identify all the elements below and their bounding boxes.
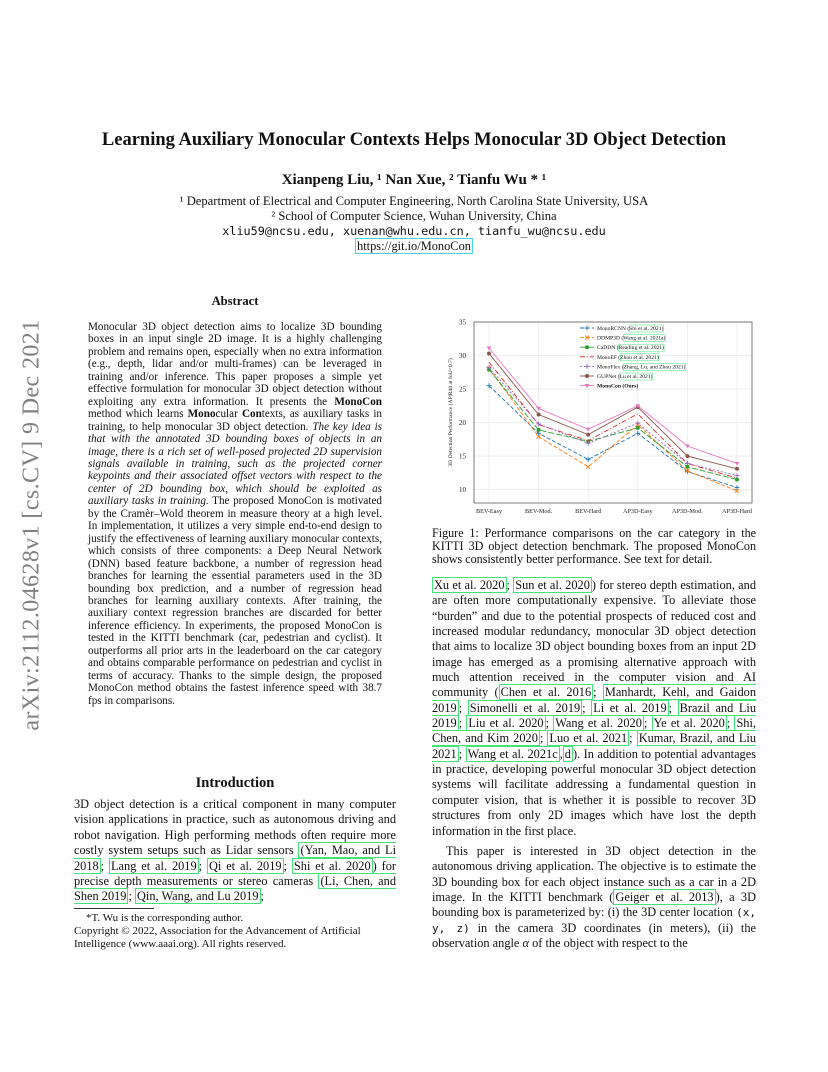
citation-link[interactable]: Qin, Wang, and Lu 2019 bbox=[136, 889, 259, 904]
math-alpha: α bbox=[522, 935, 529, 950]
project-link[interactable]: https://git.io/MonoCon bbox=[357, 239, 471, 253]
chart-legend-marker bbox=[585, 345, 589, 349]
abstract-text-4: texts, as auxiliary tasks in training, to help monocular 3D object detection. bbox=[88, 408, 382, 433]
chart-legend-marker bbox=[585, 374, 589, 378]
citation-link[interactable]: Sun et al. 2020 bbox=[515, 578, 590, 592]
introduction-heading: Introduction bbox=[195, 775, 275, 791]
abstract-text-3: cular bbox=[215, 408, 242, 421]
chart-legend-entry: MonoFlex (Zhang, Lu, and Zhou 2021) bbox=[597, 364, 686, 371]
arxiv-stamp-text: arXiv:2112.04628v1 [cs.CV] 9 Dec 2021 bbox=[18, 319, 45, 731]
chart-x-tick-label: AP3D-Easy bbox=[623, 508, 653, 515]
abstract-mono-bold: Mono bbox=[187, 408, 216, 421]
chart-y-tick-label: 35 bbox=[459, 318, 466, 327]
performance-chart-svg bbox=[430, 316, 760, 526]
chart-legend-marker bbox=[585, 364, 590, 369]
abstract-key-idea: The key idea is that with the annotated 3D bounding boxes of objects in an image, there is a rich set of well-posed projected 2D supervision signals available in training, such as the projected corner keypoints and their associated offset vectors with respect to the center of 2D bounding box, which should be exploited as auxiliary tasks in training. bbox=[88, 420, 383, 508]
author-emails: xliu59@ncsu.edu, xuenan@whu.edu.cn, tianfu_wu@ncsu.edu bbox=[222, 224, 606, 238]
footnote bbox=[74, 912, 396, 950]
math-center-coords: (x, y, z) bbox=[432, 906, 756, 935]
abstract-text-1: Monocular 3D object detection aims to localize 3D bounding boxes in an input single 2D image. It is a highly challenging problem and remains open, especially when no extra information (e.g., depth, lidar and/or multi-frames) can be leveraged in training and/or inference. This paper proposes a simple yet effective formulation for monocular 3D object detection without exploiting any extra information. It presents the bbox=[88, 321, 382, 408]
abstract-body bbox=[88, 321, 382, 707]
citation-link[interactable]: Wang et al. 2021c bbox=[467, 746, 558, 761]
chart-y-tick-label: 20 bbox=[459, 419, 466, 428]
chart-y-tick-label: 25 bbox=[459, 385, 466, 394]
chart-y-tick-label: 30 bbox=[459, 352, 466, 361]
citation-link[interactable]: Ye et al. 2020 bbox=[653, 716, 725, 731]
citation-link[interactable]: Brazil and Liu 2019 bbox=[432, 700, 757, 731]
abstract-heading: Abstract bbox=[211, 294, 259, 308]
chart-data-point bbox=[487, 352, 491, 356]
chart-data-point bbox=[586, 428, 591, 432]
right-text-3: This paper is interested in 3D object detection in the autonomous driving application. The objective is to estimate the 3D bounding box for each object instance such as a car in a 2D image. In the KITTI benchmark ( bbox=[432, 843, 756, 904]
abstract-monocon-bold: MonoCon bbox=[334, 395, 382, 408]
citation-link[interactable]: Kumar, Brazil, and Liu 2021 bbox=[432, 731, 757, 761]
copyright-notice: Copyright © 2022, Association for the Advancement of Artificial Intelligence (www.aaai.org). All rights reserved. bbox=[74, 924, 361, 950]
chart-data-point bbox=[735, 462, 740, 466]
chart-legend-citation[interactable]: (Lu et al. 2021) bbox=[617, 374, 653, 380]
chart-legend-entry: MonoEF (Zhou et al. 2021) bbox=[597, 354, 659, 361]
chart-y-tick-label: 10 bbox=[459, 486, 466, 495]
introduction-body: 3D object detection is a critical component in many computer vision applications in practice, such as autonomous driving and robot navigation. High performing methods often require more costly system setups such as Lidar sensors (Yan, Mao, and Li 2018 ; Lang et al. 2019 ; Qi et al. 2019 ; Shi et al. 2020 ) for precise depth measurements or stereo cameras (Li, Chen, and Shen 2019 ; Qin, Wang, and Lu 2019 ; bbox=[74, 797, 397, 904]
chart-data-point bbox=[735, 473, 740, 478]
chart-legend-entry: GUPNet (Lu et al. 2021) bbox=[597, 374, 653, 380]
author-list: Xianpeng Liu, ¹ Nan Xue, ² Tianfu Wu * ¹ bbox=[281, 172, 547, 188]
citation-link[interactable]: Manhardt, Kehl, and Gaidon 2019 bbox=[432, 685, 757, 715]
chart-y-axis-label: 3D Detection Performance (AP|R40 at IoU=0.7) bbox=[448, 358, 454, 467]
citation-link[interactable]: Shi et al. 2020 bbox=[293, 858, 371, 873]
footnote-divider bbox=[74, 908, 154, 909]
citation-link[interactable]: Simonelli et al. 2019 bbox=[469, 700, 581, 715]
chart-data-point bbox=[735, 467, 739, 471]
chart-x-tick-label: BEV-Hard bbox=[575, 508, 602, 515]
right-text-6: of the object with respect to the bbox=[528, 935, 688, 950]
arxiv-stamp bbox=[12, 290, 52, 760]
chart-legend-entry: DDMP3D (Wang et al. 2021a) bbox=[597, 335, 666, 342]
chart-x-tick-label: AP3D-Hard bbox=[722, 508, 752, 515]
chart-legend-entry: MonoRCNN (Shi et al. 2021) bbox=[597, 326, 664, 332]
chart-legend-citation[interactable]: (Zhou et al. 2021) bbox=[618, 354, 659, 361]
chart-legend-citation[interactable]: (Shi et al. 2021) bbox=[627, 326, 664, 332]
performance-chart bbox=[430, 316, 760, 526]
chart-legend-citation[interactable]: (Wang et al. 2021a) bbox=[621, 335, 666, 342]
citation-link[interactable]: (Li, Chen, and Shen 2019 bbox=[74, 874, 396, 904]
intro-text-1: 3D object detection is a critical component in many computer vision applications in practice, such as autonomous driving and robot navigation. High performing methods often require more costly system setups such as Lidar sensors bbox=[74, 797, 396, 858]
chart-series-line bbox=[489, 354, 737, 469]
chart-legend-citation[interactable]: (Zhang, Lu, and Zhou 2021) bbox=[621, 364, 686, 371]
citation-link[interactable]: Lang et al. 2019 bbox=[111, 858, 197, 873]
affiliation-ncsu: ¹ Department of Electrical and Computer Engineering, North Carolina State University, USA bbox=[179, 194, 649, 208]
citation-link[interactable]: Liu et al. 2020 bbox=[468, 716, 544, 731]
chart-data-point bbox=[586, 457, 591, 462]
chart-data-point bbox=[685, 454, 689, 458]
abstract-con-bold: Con bbox=[241, 408, 262, 421]
abstract-text-5: The proposed MonoCon is motivated by the Cramèr–Wold theorem in measure theory at a high level. In implementation, it utilizes a very simple end-to-end design to justify the effectiveness of learning auxiliary monocular contexts, which consists of three components: a Deep Neural Network (DNN) based feature backbone, a number of regression head branches for learning the essential parameters used in the 3D bounding box prediction, and a number of regression head branches for learning auxiliary contexts. After training, the auxiliary context regression branches are discarded for better inference efficiency. In experiments, the proposed MonoCon is tested in the KITTI benchmark (car, pedestrian and cyclist). It outperforms all prior arts in the leaderboard on the car category and obtains comparable performance on pedestrian and cyclist in terms of accuracy. Thanks to the simple design, the proposed MonoCon method obtains the fastest inference speed with 38.7 fps in comparisons. bbox=[88, 495, 382, 707]
intro-text-2: ) for precise depth measurements or stereo cameras bbox=[74, 858, 397, 889]
chart-x-tick-label: BEV-Mod. bbox=[525, 508, 553, 515]
chart-x-tick-label: BEV-Easy bbox=[476, 508, 502, 515]
citation-link[interactable]: Shi, Chen, and Kim 2020 bbox=[432, 716, 756, 746]
chart-legend-marker bbox=[585, 326, 590, 331]
right-text-5: in the camera 3D coordinates (in meters), (ii) the observation angle bbox=[432, 920, 756, 950]
citation-link[interactable]: Qi et al. 2019 bbox=[208, 858, 282, 873]
paper-title: Learning Auxiliary Monocular Contexts Helps Monocular 3D Object Detection bbox=[101, 130, 727, 150]
project-link-wrapper bbox=[0, 239, 828, 254]
right-text-1: ) for stereo depth estimation, and are often more computationally expensive. To alleviate those “burden” and due to the potential prospects of reduced cost and increased modular redundancy, monocular 3D object detection that aims to localize 3D object bounding boxes from an input 2D image has emerged as a promising alternative approach with much attention received in the computer vision and AI community ( bbox=[432, 578, 757, 700]
citation-link[interactable]: Wang et al. 2020 bbox=[555, 716, 642, 731]
affiliation-whu: ² School of Computer Science, Wuhan University, China bbox=[271, 209, 557, 223]
chart-x-tick-label: AP3D-Mod. bbox=[672, 508, 703, 515]
corresponding-author-note: *T. Wu is the corresponding author. bbox=[86, 912, 244, 924]
citation-link[interactable]: Xu et al. 2020 bbox=[434, 578, 505, 592]
citation-link[interactable]: Chen et al. 2016 bbox=[500, 685, 592, 700]
figure-caption: Figure 1: Performance comparisons on the car category in the KITTI 3D object detection benchmark. The proposed MonoCon shows consistently better performance. See text for detail. bbox=[432, 526, 756, 567]
chart-data-point bbox=[586, 433, 590, 437]
citation-link[interactable]: Li et al. 2019 bbox=[593, 700, 667, 715]
chart-legend-entry: MonoCon (Ours) bbox=[597, 383, 639, 390]
intro-text-3: ; bbox=[260, 889, 264, 904]
right-column-body: Xu et al. 2020 ; Sun et al. 2020 ) for stereo depth estimation, and are often more computationally expensive. To alleviate those “burden” and due to the potential prospects of reduced cost and increased modular redundancy, monocular 3D object detection that aims to localize 3D object bounding boxes from an input 2D image has emerged as a promising alternative approach with much attention received in the computer vision and AI community ( Chen et al. 2016 ; Manhardt, Kehl, and Gaidon 2019 ; Simonelli et al. 2019 ; Li et al. 2019 ; Brazil and Liu 2019 ; Liu et al. 2020 ; Wang et al. 2020 ; Ye et al. 2020 ; Shi, Chen, and Kim 2020 ; Luo et al. 2021 ; Kumar, Brazil, and Liu 2021 ; Wang et al. 2021c , d ). In addition to potential advantages in practice, developing powerful monocular 3D object detection systems will facilitate addressing a fundamental question in computer vision, that is whether it is possible to recover 3D structures from only 2D images which have lost the depth information in the first place. This paper is interested in 3D object detection in the autonomous driving application. The objective is to estimate the 3D bounding box for each object instance such as a car in a 2D image. In the KITTI benchmark ( Geiger et al. 2013 ), a 3D bounding box is parameterized by: (i) the 3D center location (x, y, z) in the camera 3D coordinates (in meters), (ii) the observation angle α of the object with respect to the bbox=[432, 578, 757, 950]
right-text-2: ). In addition to potential advantages in practice, developing powerful monocular 3D object detection systems will facilitate addressing a fundamental question in computer vision, that is whether it is possible to recover 3D structures from only 2D images which have lost the depth information in the first place. bbox=[432, 746, 757, 838]
chart-series-line bbox=[489, 386, 737, 488]
chart-data-point bbox=[537, 428, 541, 432]
chart-legend-citation[interactable]: (Reading et al. 2021) bbox=[616, 345, 664, 352]
citation-link[interactable]: (Yan, Mao, and Li 2018 bbox=[74, 843, 397, 873]
chart-data-point bbox=[636, 426, 640, 430]
citation-link[interactable]: d bbox=[564, 746, 571, 761]
chart-legend-entry: CaDDN (Reading et al. 2021) bbox=[597, 345, 664, 352]
chart-y-tick-label: 15 bbox=[459, 452, 466, 461]
citation-link[interactable]: Geiger et al. 2013 bbox=[615, 889, 714, 904]
chart-data-point bbox=[537, 413, 541, 417]
right-text-4: ), a 3D bounding box is parameterized by: (i) the 3D center location bbox=[432, 889, 757, 920]
citation-link[interactable]: Luo et al. 2021 bbox=[549, 731, 628, 746]
abstract-text-2: method which learns bbox=[88, 408, 188, 421]
